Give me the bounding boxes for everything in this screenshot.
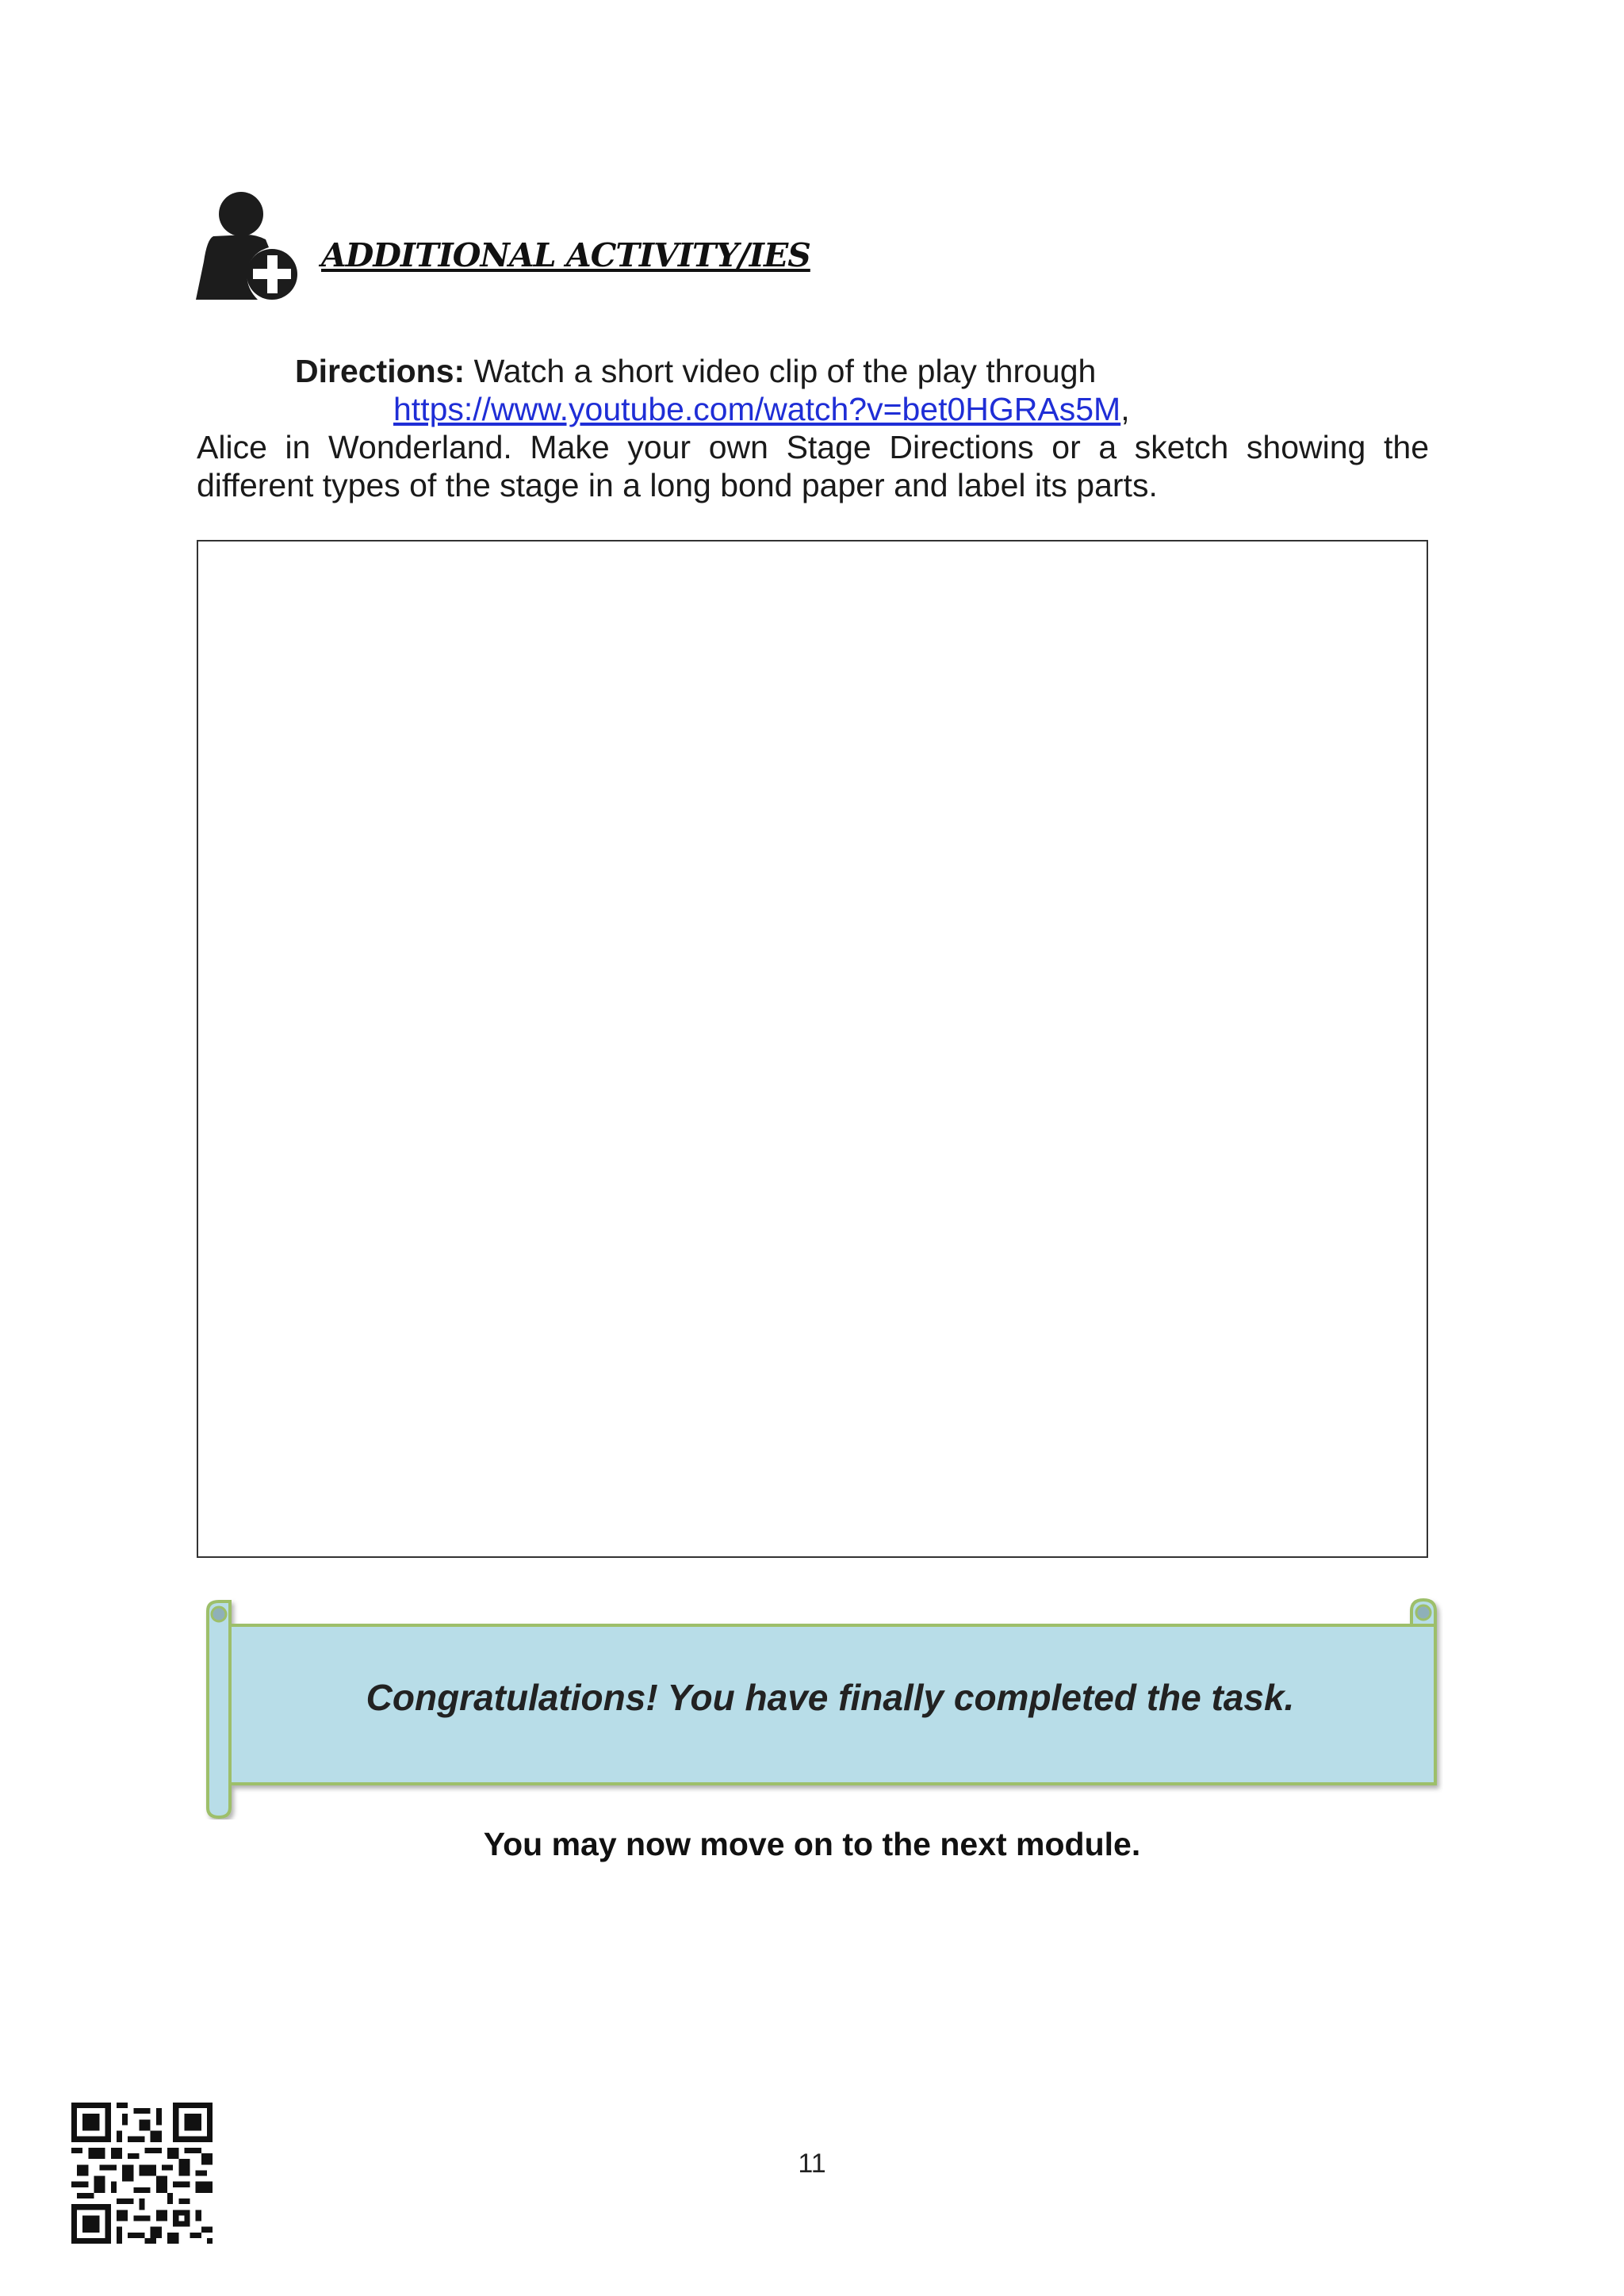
directions-intro-line xyxy=(295,352,1096,390)
page-number: 11 xyxy=(798,2149,826,2179)
directions-label: Directions: xyxy=(295,353,465,389)
section-title: ADDITIONAL ACTIVITY/IES xyxy=(321,236,810,274)
directions-intro: Watch a short video clip of the play through xyxy=(473,353,1097,389)
add-user-icon xyxy=(196,190,301,300)
closing-note: You may now move on to the next module. xyxy=(483,1826,1141,1862)
link-comma: , xyxy=(1120,391,1130,427)
video-link-line xyxy=(393,390,1130,428)
directions-body: Alice in Wonderland. Make your own Stage Directions or a sketch showing the different types of the stage in a long bond paper and label its parts. xyxy=(197,429,1429,503)
answer-box[interactable] xyxy=(197,540,1428,1558)
banner-text: Congratulations! You have finally completed the task. xyxy=(366,1677,1295,1718)
video-link[interactable]: https://www.youtube.com/watch?v=bet0HGRAs5M xyxy=(393,391,1121,427)
